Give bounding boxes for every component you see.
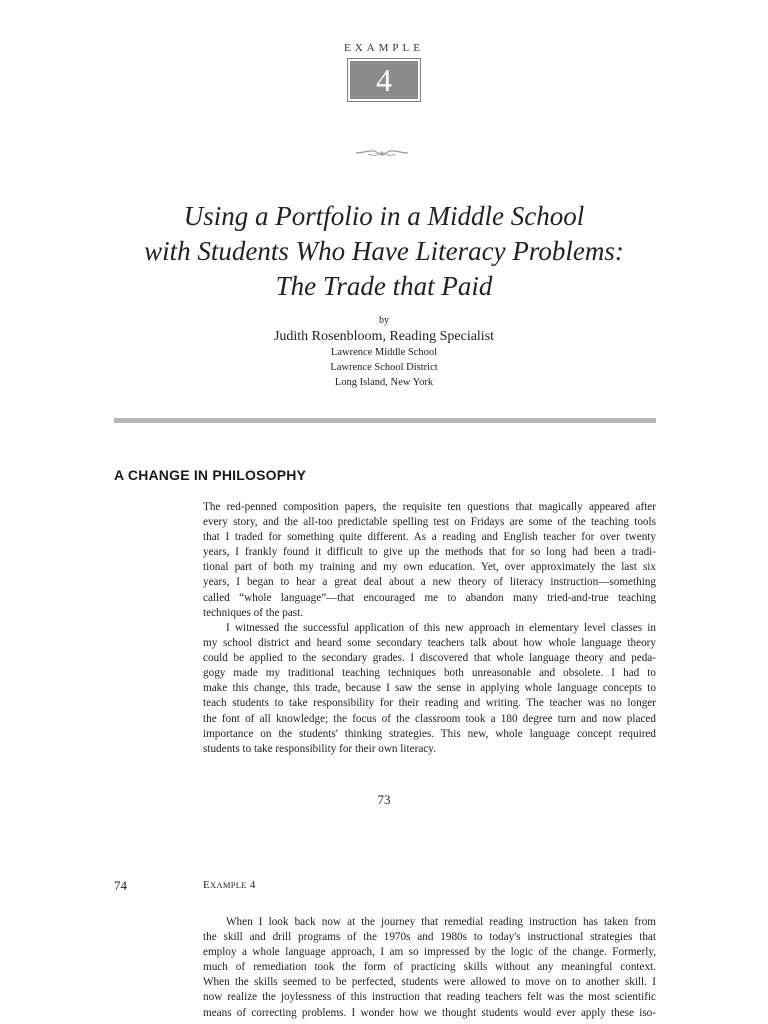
text-line: importance on the students' thinking strategies. This new, whole language concept required <box>203 727 656 740</box>
text-line: years, I frankly found it difficult to give up the methods that for so long had been a tradi- <box>203 546 656 559</box>
text-line: every story, and the all-too predictable spelling test on Fridays are some of the teaching tools <box>203 516 656 529</box>
example-number: 4 <box>350 61 418 99</box>
running-head <box>203 879 256 891</box>
text-line: my school district and heard some secondary teachers talk about how whole language theory <box>203 637 656 650</box>
text-line: When I look back now at the journey that remedial reading instruction has taken from <box>226 916 656 928</box>
byline-by: by <box>379 315 389 326</box>
text-line: students to take responsibility for their own literacy. <box>203 742 436 755</box>
text-line: the skill and drill programs of the 1970s and 1980s to today's instructional strategies that <box>203 931 656 944</box>
body-paragraph-2 <box>203 621 656 757</box>
running-head-number: 4 <box>249 879 256 891</box>
text-line: much of remediation took the form of practicing skills without any meaningful context. <box>203 961 656 974</box>
text-line: I witnessed the successful application of this new approach in elementary level classes in <box>226 622 656 634</box>
text-line: When the skills seemed to be perfected, students were allowed to move on to another skill. I <box>203 976 656 989</box>
text-line: gogy made my traditional teaching techniques both unreasonable and obsolete. I had to <box>203 667 656 680</box>
affiliation-district: Lawrence School District <box>330 362 438 373</box>
section-divider <box>114 418 656 423</box>
text-line: that I traded for something quite different. As a reading and English teacher for over twenty <box>203 531 656 544</box>
text-line: techniques of the past. <box>203 606 304 619</box>
text-line: years, I began to hear a great deal about a new theory of literacy instruction—something <box>203 576 656 589</box>
text-line: teach students to take responsibility for their reading and writing. The teacher was no longer <box>203 697 656 710</box>
text-line: means of correcting problems. I wonder how we thought students would ever apply these iso- <box>203 1006 656 1019</box>
page-number-73: 73 <box>377 792 391 807</box>
text-line: The red-penned composition papers, the requisite ten questions that magically appeared after <box>203 501 656 513</box>
ornament-flourish-icon <box>354 146 410 160</box>
affiliation-location: Long Island, New York <box>334 377 434 388</box>
text-line: now realize the joylessness of this instruction that reading teachers felt was the most scientific <box>203 991 656 1004</box>
body-paragraph-1 <box>203 500 656 621</box>
text-line: could be applied to the secondary grades. I discovered that whole language theory and peda- <box>203 652 656 665</box>
text-line: tional part of both my training and my own education. Yet, over approximately the last six <box>203 561 656 574</box>
article-title <box>0 199 768 304</box>
text-line: called “whole language”—that encouraged me to abandon many tried-and-true teaching <box>203 591 656 604</box>
section-heading: A CHANGE IN PHILOSOPHY <box>114 467 307 483</box>
running-head-smallcaps: XAMPLE <box>210 880 247 890</box>
author-name: Judith Rosenbloom, Reading Specialist <box>273 329 495 344</box>
affiliation-school: Lawrence Middle School <box>330 347 438 358</box>
example-number-box <box>347 58 421 102</box>
running-head-initial: E <box>203 879 211 891</box>
title-line: Using a Portfolio in a Middle School <box>183 201 585 231</box>
title-line: The Trade that Paid <box>275 271 493 301</box>
example-label: EXAMPLE <box>344 42 424 54</box>
body-paragraph-3 <box>203 915 656 1021</box>
text-line: the font of all knowledge; the focus of the classroom took a 180 degree turn and now placed <box>203 712 656 725</box>
text-line: make this change, this trade, because I saw the sense in applying whole language concepts to <box>203 682 656 695</box>
page-number-74: 74 <box>114 878 127 893</box>
text-line: employ a whole language approach, I am so impressed by the logic of the change. Formerly, <box>203 946 656 959</box>
title-line: with Students Who Have Literacy Problems: <box>144 236 624 266</box>
